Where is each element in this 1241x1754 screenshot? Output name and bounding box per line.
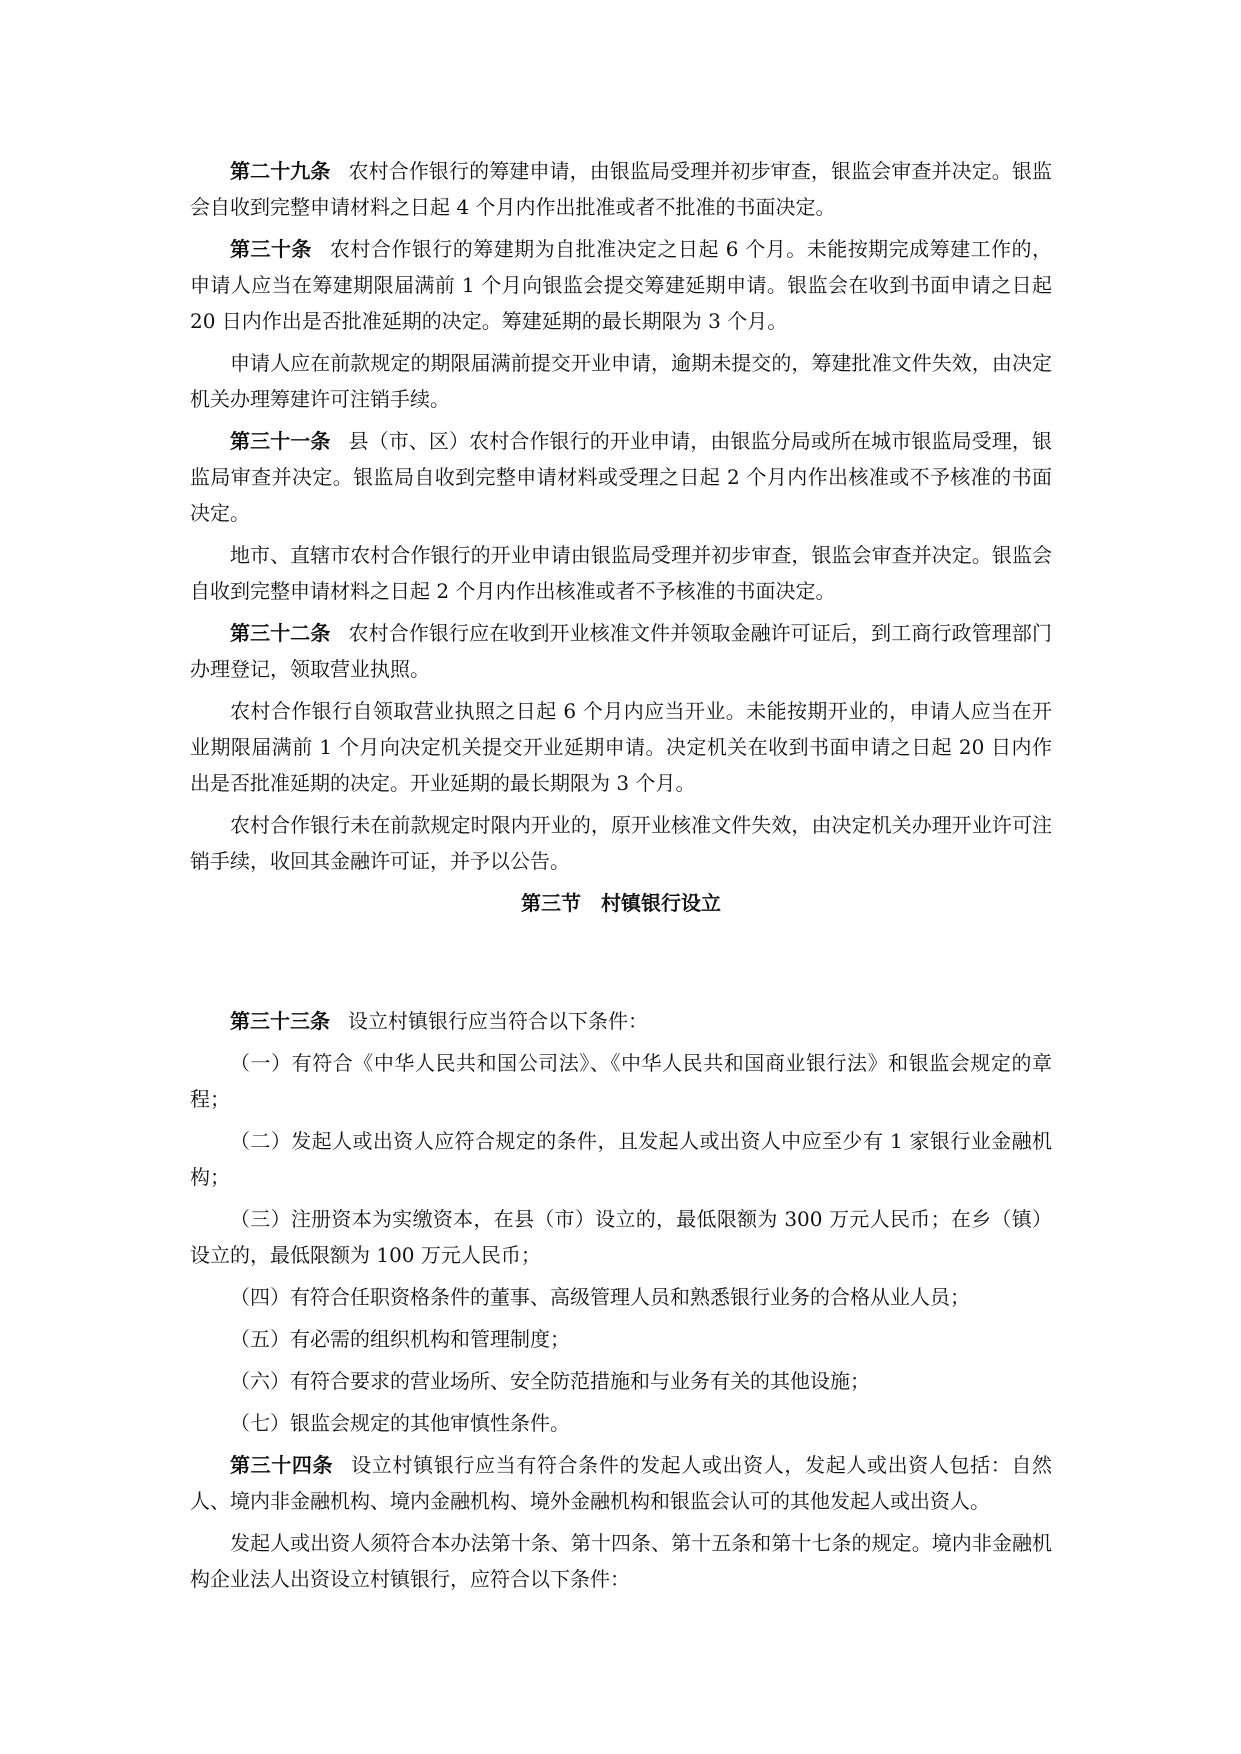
paragraph [190, 615, 1052, 687]
paragraph-text: 设立村镇银行应当有符合条件的发起人或出资人，发起人或出资人包括：自然人、境内非金融机构、境内金融机构、境外金融机构和银监会认可的其他发起人或出资人。 [190, 1453, 1053, 1513]
paragraph [190, 537, 1052, 609]
paragraph-text: 申请人应在前款规定的期限届满前提交开业申请，逾期未提交的，筹建批准文件失效，由决定机关办理筹建许可注销手续。 [190, 351, 1052, 411]
section-heading: 第三节 村镇银行设立 [521, 891, 721, 915]
list-item [190, 1279, 1052, 1315]
paragraph-text: 地市、直辖市农村合作银行的开业申请由银监局受理并初步审查，银监会审查并决定。银监会自收到完整申请材料之日起 2 个月内作出核准或者不予核准的书面决定。 [190, 543, 1052, 603]
paragraph-text: 农村合作银行未在前款规定时限内开业的，原开业核准文件失效，由决定机关办理开业许可注销手续，收回其金融许可证，并予以公告。 [190, 813, 1052, 873]
list-item-text: （四）有符合任职资格条件的董事、高级管理人员和熟悉银行业务的合格从业人员； [230, 1285, 970, 1309]
section-spacer [190, 921, 1052, 1003]
paragraph-text: 农村合作银行自领取营业执照之日起 6 个月内应当开业。未能按期开业的，申请人应当在开业期限届满前 1 个月向决定机关提交开业延期申请。决定机关在收到书面申请之日起 20 日内作出是否批准延期的决定。开业延期的最长期限为 3 个月。 [190, 699, 1052, 795]
paragraph-text: 农村合作银行应在收到开业核准文件并领取金融许可证后，到工商行政管理部门办理登记，领取营业执照。 [190, 621, 1053, 681]
list-item-text: （二）发起人或出资人应符合规定的条件，且发起人或出资人中应至少有 1 家银行业金融机构； [190, 1129, 1052, 1189]
article-number: 第三十四条 [230, 1453, 334, 1477]
list-item [190, 1201, 1052, 1273]
list-item-text: （五）有必需的组织机构和管理制度； [230, 1327, 570, 1351]
paragraph-text: 县（市、区）农村合作银行的开业申请，由银监分局或所在城市银监局受理，银监局审查并决定。银监局自收到完整申请材料或受理之日起 2 个月内作出核准或不予核准的书面决定。 [190, 429, 1053, 525]
paragraph-text: 农村合作银行的筹建期为自批准决定之日起 6 个月。未能按期完成筹建工作的，申请人应当在筹建期限届满前 1 个月向银监会提交筹建延期申请。银监会在收到书面申请之日起 20 日内作出是否批准延期的决定。筹建延期的最长期限为 3 个月。 [190, 237, 1052, 333]
article-number: 第二十九条 [230, 159, 331, 183]
paragraph [190, 1447, 1052, 1519]
list-item-text: （六）有符合要求的营业场所、安全防范措施和与业务有关的其他设施； [230, 1369, 870, 1393]
paragraph [190, 153, 1052, 225]
document-body [190, 153, 1052, 1603]
list-item [190, 1321, 1052, 1357]
paragraph [190, 423, 1052, 531]
list-item [190, 1123, 1052, 1195]
paragraph [190, 345, 1052, 417]
article-number: 第三十三条 [230, 1009, 330, 1033]
paragraph [190, 231, 1052, 339]
list-item-text: （三）注册资本为实缴资本，在县（市）设立的，最低限额为 300 万元人民币；在乡（镇）设立的，最低限额为 100 万元人民币； [190, 1207, 1052, 1267]
paragraph [190, 693, 1052, 801]
list-item [190, 1363, 1052, 1399]
paragraph [190, 1003, 1052, 1039]
paragraph-text: 农村合作银行的筹建申请，由银监局受理并初步审查，银监会审查并决定。银监会自收到完整申请材料之日起 4 个月内作出批准或者不批准的书面决定。 [190, 159, 1053, 219]
paragraph-text: 设立村镇银行应当符合以下条件： [348, 1009, 648, 1033]
paragraph-text: 发起人或出资人须符合本办法第十条、第十四条、第十五条和第十七条的规定。境内非金融机构企业法人出资设立村镇银行，应符合以下条件： [190, 1531, 1052, 1591]
article-number: 第三十一条 [230, 429, 331, 453]
list-item-text: （七）银监会规定的其他审慎性条件。 [230, 1411, 570, 1435]
list-item [190, 1045, 1052, 1117]
list-item-text: （一）有符合《中华人民共和国公司法》、《中华人民共和国商业银行法》和银监会规定的章程； [190, 1051, 1052, 1111]
article-number: 第三十二条 [230, 621, 331, 645]
article-number: 第三十条 [230, 237, 312, 261]
paragraph [190, 807, 1052, 879]
paragraph [190, 1525, 1052, 1597]
list-item [190, 1405, 1052, 1441]
